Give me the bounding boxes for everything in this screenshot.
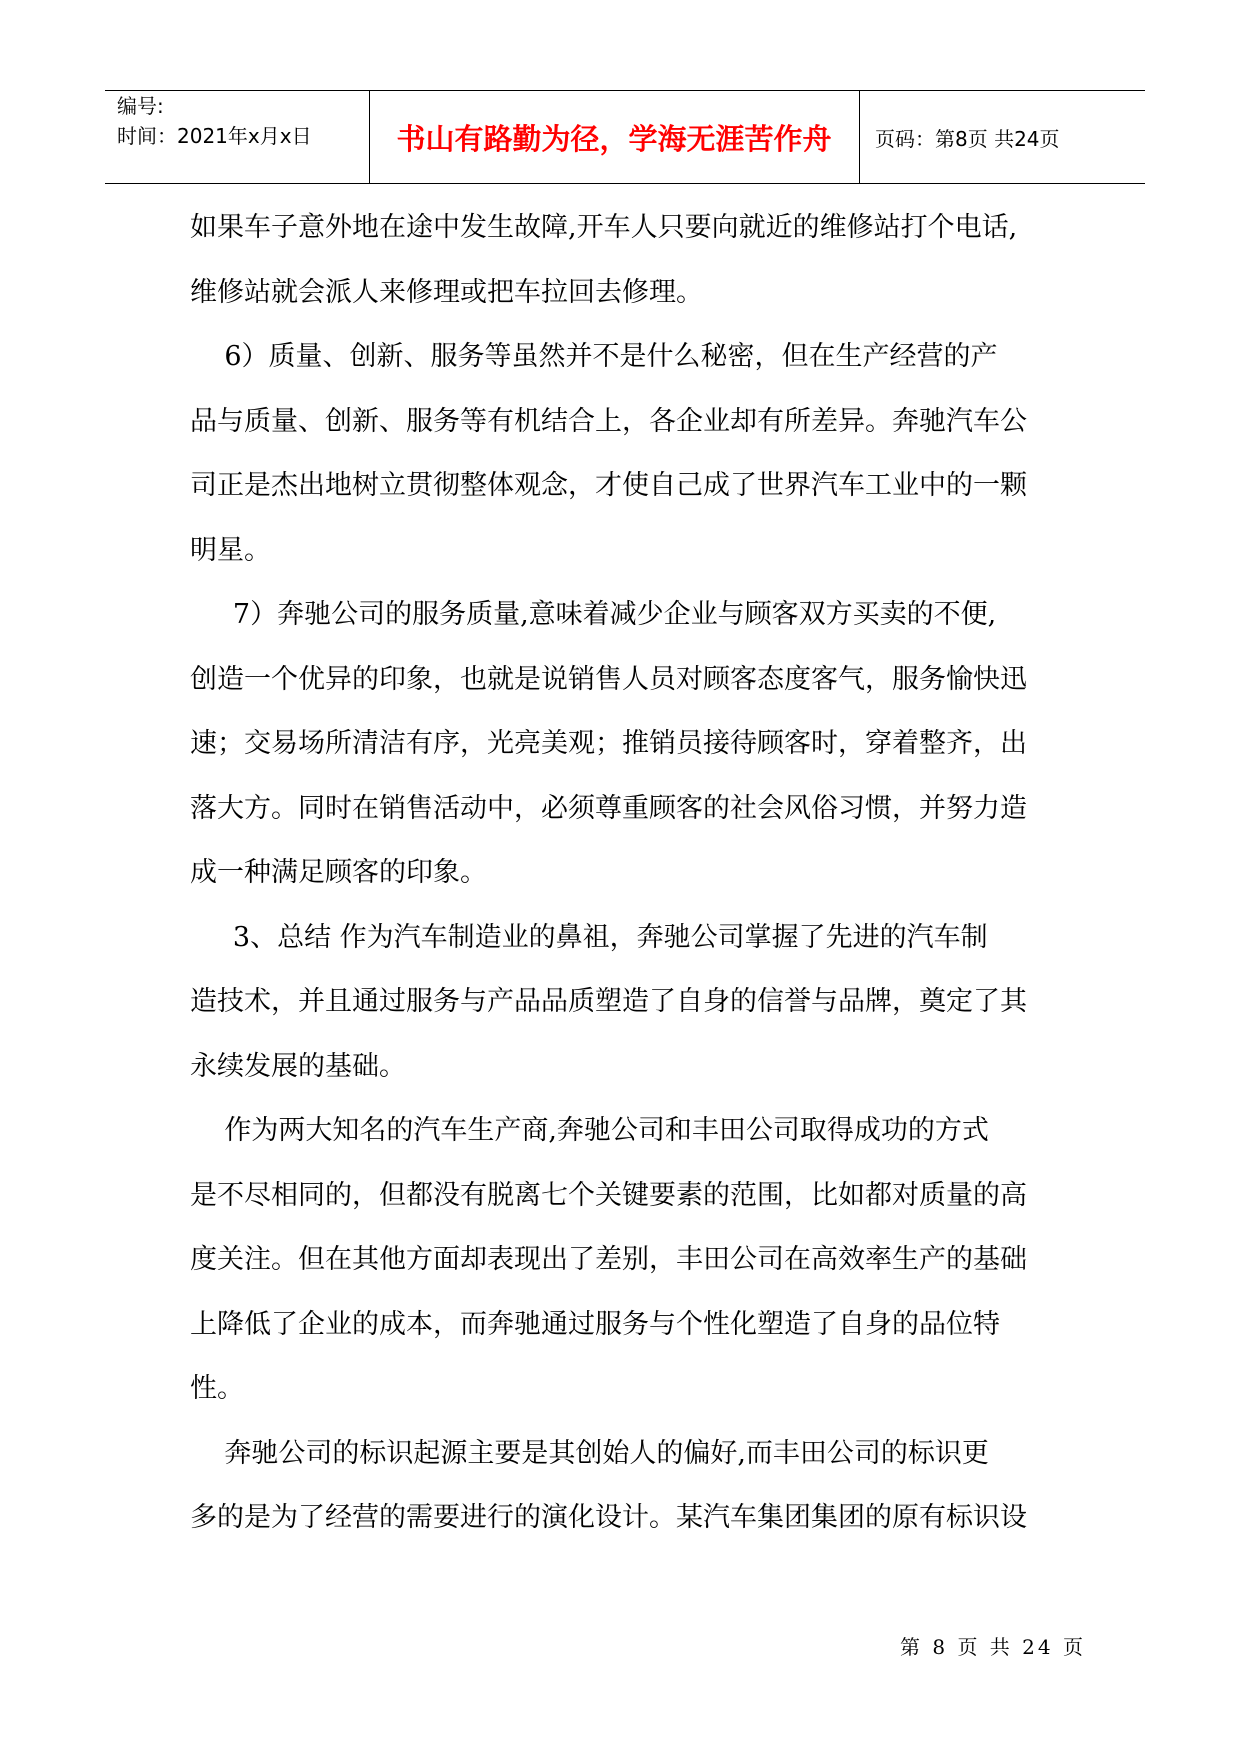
document-number-label: 编号: — [117, 94, 164, 118]
body-line: 作为两大知名的汽车生产商,奔驰公司和丰田公司取得成功的方式 — [190, 1115, 989, 1146]
body-line: 永续发展的基础。 — [190, 1050, 406, 1082]
body-line: 3、总结 作为汽车制造业的鼻祖，奔驰公司掌握了先进的汽车制 — [190, 921, 988, 953]
body-line: 多的是为了经营的需要进行的演化设计。某汽车集团集团的原有标识设 — [190, 1502, 1027, 1533]
body-line: 明星。 — [190, 534, 271, 566]
body-line: 创造一个优异的印象，也就是说销售人员对顾客态度客气，服务愉快迅 — [190, 663, 1027, 695]
body-line: 奔驰公司的标识起源主要是其创始人的偏好,而丰田公司的标识更 — [190, 1437, 989, 1469]
body-line: 造技术，并且通过服务与产品品质塑造了自身的信誉与品牌，奠定了其 — [190, 986, 1027, 1017]
header-meta — [117, 91, 312, 151]
body-line: 维修站就会派人来修理或把车拉回去修理。 — [190, 276, 703, 308]
body-line: 落大方。同时在销售活动中，必须尊重顾客的社会风俗习惯，并努力造 — [190, 792, 1027, 824]
page-footer: 第 8 页 共 24 页 — [900, 1635, 1086, 1659]
body-line: 上降低了企业的成本，而奔驰通过服务与个性化塑造了自身的品位特 — [190, 1308, 1000, 1340]
body-line: 度关注。但在其他方面却表现出了差别，丰田公司在高效率生产的基础 — [190, 1244, 1027, 1275]
header-page-info: 页码：第8页 共24页 — [875, 126, 1060, 151]
body-line: 品与质量、创新、服务等有机结合上，各企业却有所差异。奔驰汽车公 — [190, 405, 1027, 437]
document-time-label: 时间：2021年x月x日 — [117, 124, 312, 148]
body-line: 司正是杰出地树立贯彻整体观念，才使自己成了世界汽车工业中的一颗 — [190, 470, 1027, 501]
body-line: 性。 — [190, 1373, 244, 1404]
body-line: 6）质量、创新、服务等虽然并不是什么秘密，但在生产经营的产 — [190, 341, 998, 372]
body-line: 是不尽相同的，但都没有脱离七个关键要素的范围，比如都对质量的高 — [190, 1179, 1027, 1211]
page-header — [105, 90, 1145, 184]
header-divider-right — [859, 91, 860, 183]
body-line: 成一种满足顾客的印象。 — [190, 857, 487, 888]
body-line: 如果车子意外地在途中发生故障,开车人只要向就近的维修站打个电话, — [190, 212, 1018, 243]
body-line: 速；交易场所清洁有序，光亮美观；推销员接待顾客时，穿着整齐，出 — [190, 728, 1027, 759]
header-motto: 书山有路勤为径，学海无涯苦作舟 — [396, 121, 832, 156]
document-body — [190, 196, 1105, 1551]
body-line: 7）奔驰公司的服务质量,意味着减少企业与顾客双方买卖的不便, — [190, 599, 997, 630]
